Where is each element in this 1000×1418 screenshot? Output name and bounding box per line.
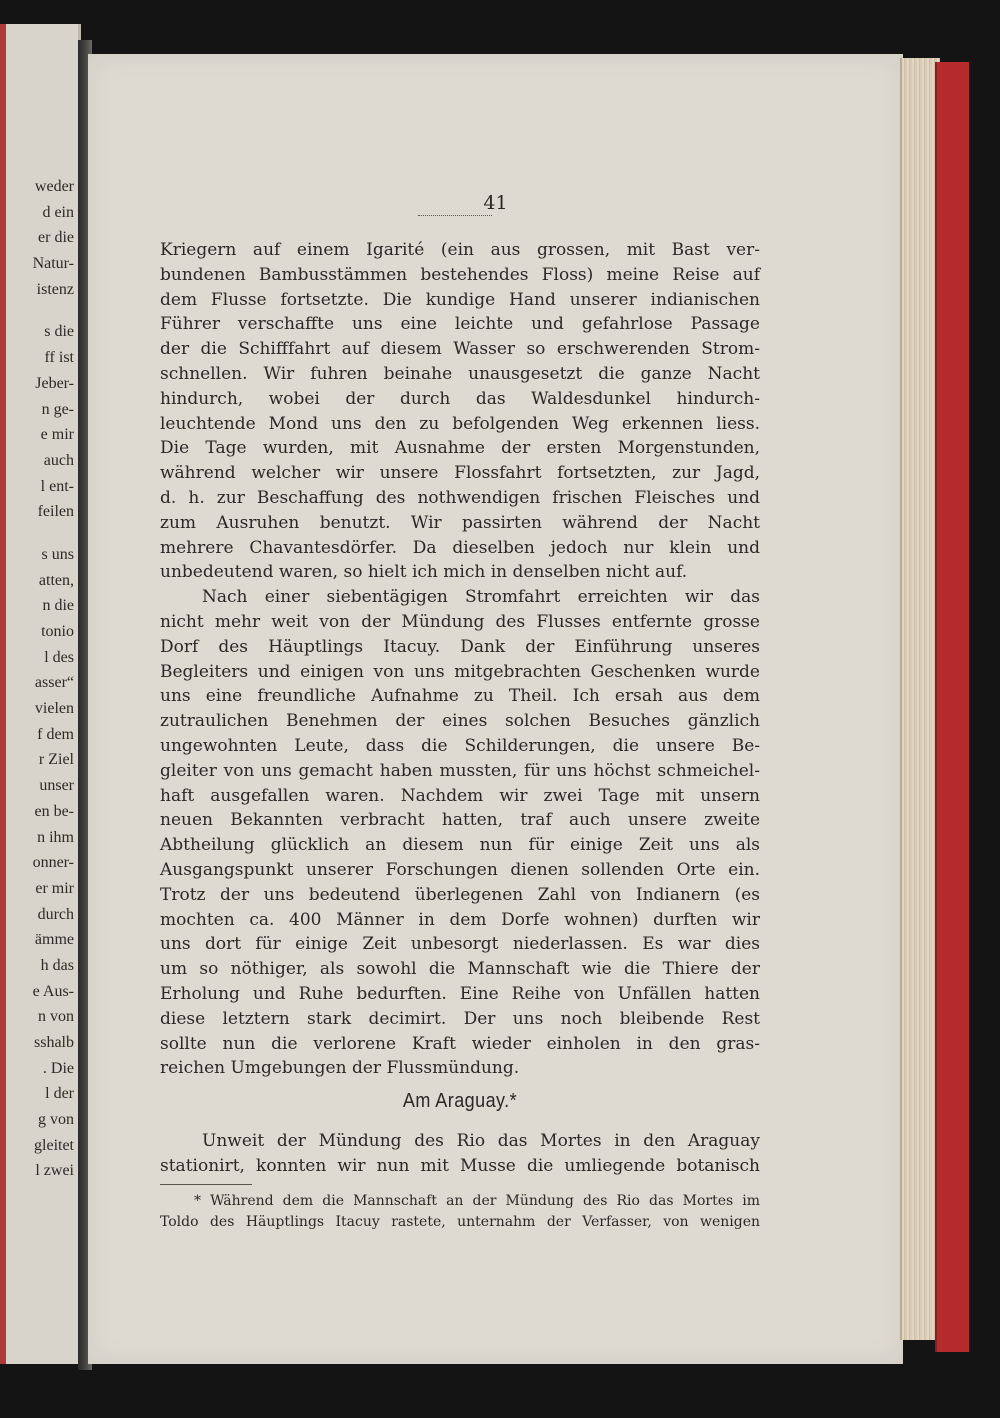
facing-page-line: Jeber- xyxy=(35,374,74,392)
facing-page-line: auch xyxy=(43,451,74,469)
footnote xyxy=(160,1191,760,1233)
text-line: stationirt, konnten wir nun mit Musse die umliegende botanisch xyxy=(160,1155,760,1176)
text-line: uns dort für einige Zeit unbesorgt niederlassen. Es war dies xyxy=(160,934,760,955)
text-line: dem Flusse fortsetzte. Die kundige Hand unserer indianischen xyxy=(160,289,760,310)
facing-page-line: s uns xyxy=(41,545,74,563)
text-line: mochten ca. 400 Männer in dem Dorfe wohnen) durften wir xyxy=(160,909,760,930)
facing-page-line: durch xyxy=(37,905,74,923)
facing-page-text xyxy=(2,174,78,1184)
text-line: Begleiters und einigen von uns mitgebrachten Geschenken wurde xyxy=(160,661,760,682)
text-line: unbedeutend waren, so hielt ich mich in denselben nicht auf. xyxy=(160,562,688,583)
text-line: der die Schifffahrt auf diesem Wasser so erschwerenden Strom- xyxy=(160,339,760,360)
facing-page-line: d ein xyxy=(42,203,74,221)
text-line: Dorf des Häuptlings Itacuy. Dank der Einführung unseres xyxy=(160,636,760,657)
book-cover xyxy=(935,62,969,1352)
facing-page-line: asser“ xyxy=(34,674,74,692)
section-heading-wrap xyxy=(160,1081,760,1129)
text-line: d. h. zur Beschaffung des nothwendigen frischen Fleisches und xyxy=(160,487,760,508)
text-line: Nach einer siebentägigen Stromfahrt erreichten wir das xyxy=(202,587,760,608)
facing-page-line: atten, xyxy=(38,571,74,589)
page-number: 41 xyxy=(483,192,508,214)
text-line: schnellen. Wir fuhren beinahe unausgesetzt die ganze Nacht xyxy=(160,363,760,384)
facing-page-line: s die xyxy=(44,323,74,341)
text-line: ungewohnten Leute, dass die Schilderungen, die unsere Be- xyxy=(160,735,760,756)
text-line: Unweit der Mündung des Rio das Mortes in den Araguay xyxy=(202,1131,760,1152)
text-line: Abtheilung glücklich an diesem nun für einige Zeit uns als xyxy=(160,835,760,856)
facing-page-line: er die xyxy=(38,229,74,247)
text-line: bundenen Bambusstämmen bestehendes Floss) meine Reise auf xyxy=(160,264,760,285)
facing-page-line: er mir xyxy=(35,879,74,897)
text-line: Kriegern auf einem Igarité (ein aus grossen, mit Bast ver- xyxy=(160,240,760,260)
facing-page-line xyxy=(2,302,78,319)
facing-page-line xyxy=(2,525,78,542)
text-line: neuen Bekannten verbracht hatten, traf auch unsere zweite xyxy=(160,810,760,831)
facing-page-line: l zwei xyxy=(35,1162,74,1180)
text-line: leuchtende Mond uns den zu befolgenden Weg erkennen liess. xyxy=(160,413,760,434)
section-paragraph xyxy=(160,1129,760,1179)
facing-page-line: . Die xyxy=(42,1059,74,1077)
text-line: Ausgangspunkt unserer Forschungen dienen sollenden Orte ein. xyxy=(160,859,760,880)
facing-page-line: en be- xyxy=(34,802,74,820)
facing-page-line: vielen xyxy=(34,700,74,718)
facing-page-line: tonio xyxy=(41,623,74,640)
facing-page-line: n von xyxy=(38,1008,74,1026)
book-page xyxy=(88,54,903,1364)
facing-page-line: l des xyxy=(44,648,74,666)
text-line: während welcher wir unsere Flossfahrt fortsetzten, zur Jagd, xyxy=(160,463,760,484)
text-line: uns eine freundliche Aufnahme zu Theil. Ich ersah aus dem xyxy=(160,686,760,707)
facing-page-line: h das xyxy=(40,956,74,974)
facing-page-line: f dem xyxy=(37,725,74,743)
section-heading: Am Araguay.* xyxy=(402,1090,518,1113)
facing-page-line: g von xyxy=(38,1111,74,1129)
facing-page-line: sshalb xyxy=(34,1034,74,1051)
facing-page-line: ämme xyxy=(34,931,74,949)
facing-page-line: n die xyxy=(42,597,74,615)
facing-page-line: istenz xyxy=(36,280,74,298)
facing-page-line: onner- xyxy=(32,854,74,872)
footnote-line: Toldo des Häuptlings Itacuy rastete, unternahm der Verfasser, von wenigen xyxy=(160,1214,760,1230)
facing-page-line: n ge- xyxy=(41,400,74,418)
facing-page-line: r Ziel xyxy=(38,751,74,769)
facing-page-line: weder xyxy=(34,178,74,195)
text-line: Die Tage wurden, mit Ausnahme der ersten Morgenstunden, xyxy=(160,438,760,459)
text-line: sollte nun die verlorene Kraft wieder einholen in den gras- xyxy=(160,1033,760,1054)
text-line: mehrere Chavantesdörfer. Da dieselben jedoch nur klein und xyxy=(160,537,760,558)
footnote-rule xyxy=(160,1184,252,1185)
text-line: gleiter von uns gemacht haben mussten, für uns höchst schmeichel- xyxy=(160,760,760,781)
facing-page-line: Natur- xyxy=(32,255,74,273)
facing-page-line: unser xyxy=(39,777,74,795)
text-line: hindurch, wobei der durch das Waldesdunkel hindurch- xyxy=(160,388,760,409)
text-line: nicht mehr weit von der Mündung des Flusses entfernte grosse xyxy=(160,611,760,632)
paragraph xyxy=(160,238,760,585)
body-text xyxy=(160,238,760,1179)
facing-page-line: ff ist xyxy=(44,349,74,367)
text-line: haft ausgefallen waren. Nachdem wir zwei Tage mit unsern xyxy=(160,785,760,806)
facing-page xyxy=(0,24,81,1364)
text-line: diese letztern stark decimirt. Der uns noch bleibende Rest xyxy=(160,1008,760,1029)
facing-page-line: gleitet xyxy=(34,1136,74,1154)
text-line: um so nöthiger, als sowohl die Mannschaft wie die Thiere der xyxy=(160,959,760,980)
paragraph xyxy=(160,585,760,1081)
text-line: Erholung und Ruhe bedurften. Eine Reihe von Unfällen hatten xyxy=(160,983,760,1004)
facing-page-line: n ihm xyxy=(37,828,74,846)
footnote-line: * Während dem die Mannschaft an der Mündung des Rio das Mortes im xyxy=(194,1193,760,1209)
text-line: zutraulichen Benehmen der eines solchen Besuches gänzlich xyxy=(160,711,760,732)
facing-page-line: l ent- xyxy=(40,477,74,495)
page-number-rule xyxy=(418,215,492,216)
text-line: reichen Umgebungen der Flussmündung. xyxy=(160,1058,520,1079)
facing-page-line: l der xyxy=(45,1085,74,1103)
facing-page-line: e mir xyxy=(40,426,74,444)
text-line: Führer verschaffte uns eine leichte und gefahrlose Passage xyxy=(160,314,760,335)
text-line: Trotz der uns bedeutend überlegenen Zahl von Indianern (es xyxy=(160,884,760,905)
page-edges xyxy=(900,58,940,1340)
facing-page-line: e Aus- xyxy=(32,982,74,1000)
facing-page-line: feilen xyxy=(37,503,74,521)
text-line: zum Ausruhen benutzt. Wir passirten während der Nacht xyxy=(160,512,760,533)
